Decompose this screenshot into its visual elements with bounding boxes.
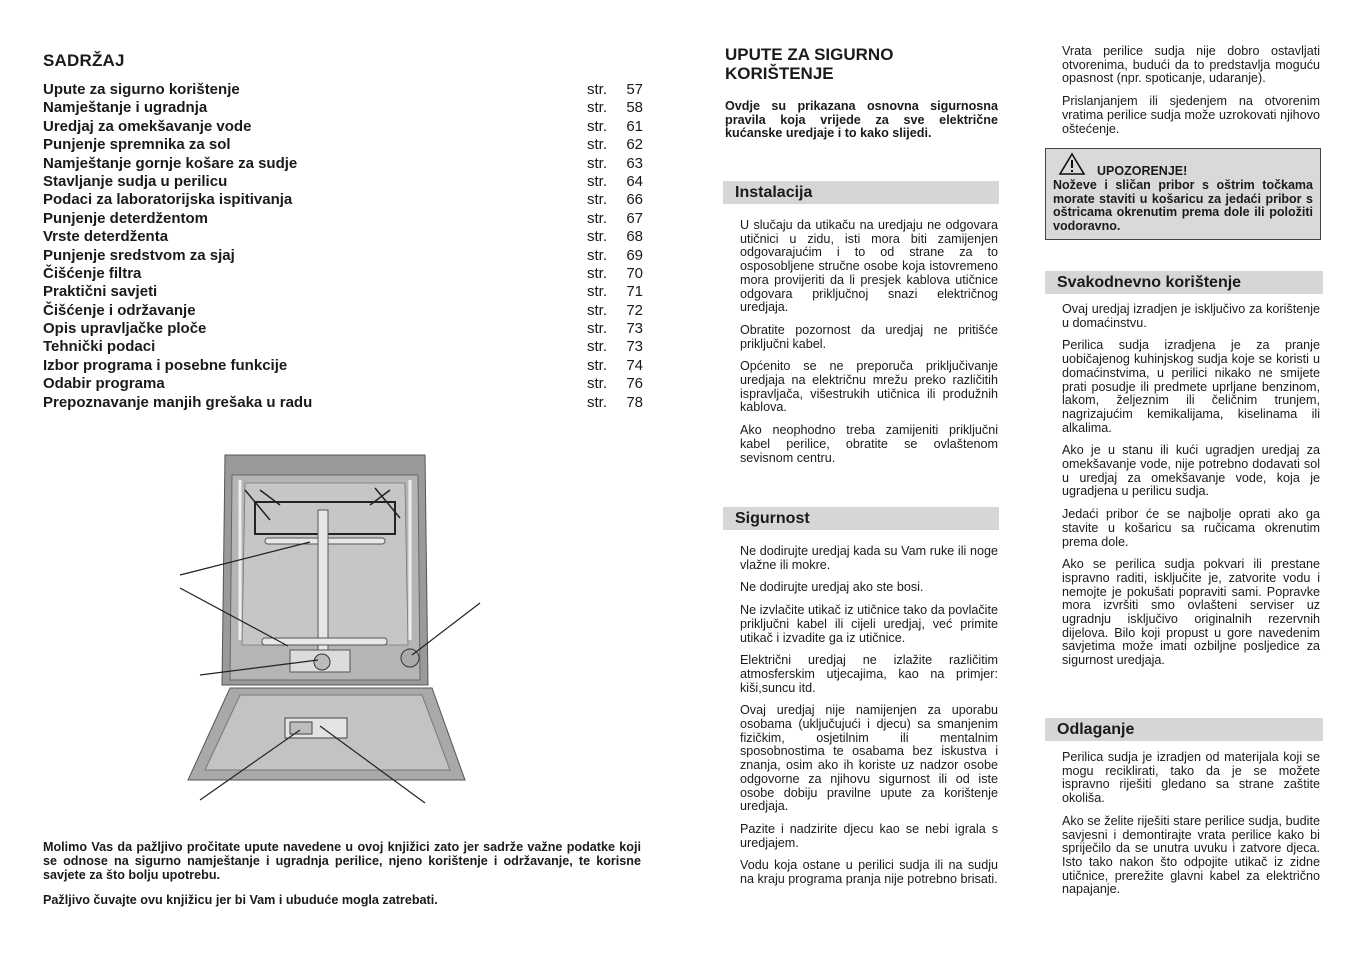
toc-item-str: str. — [587, 264, 608, 282]
toc-item-str: str. — [587, 172, 608, 190]
paragraph: Ako je u stanu ili kući ugradjen uredjaj za omekšavanje vode, nije potrebno dodavati sol u uredjaj za omekšavanje vode, koja je ugradjena u perilicu sudja. — [1062, 443, 1320, 499]
toc-item-str: str. — [587, 246, 608, 264]
toc-heading: SADRŽAJ — [43, 51, 125, 70]
toc-item-page: 70 — [626, 264, 643, 282]
dishwasher-illustration — [170, 450, 490, 810]
toc-item-str: str. — [587, 301, 608, 319]
paragraph: Perilica sudja izradjena je za pranje uobičajenog kuhinjskog sudja koje se koristi u domaćinstvima, u perilici nikako ne smijete prati posudje ili predmete uprljane benzinom, lakom, željeznim ili čeličnim trunjem, nagrizajućim kemikalijama, kiselinama ili alkalima. — [1062, 338, 1320, 435]
toc-item-title: Punjenje sredstvom za sjaj — [43, 246, 235, 264]
toc-row — [43, 320, 643, 338]
section-instalacija — [740, 219, 998, 474]
toc-item-page: 74 — [626, 356, 643, 374]
notice-paragraph-keep: Pažljivo čuvajte ovu knjižicu jer bi Vam i ubuduće mogla zatrebati. — [43, 893, 438, 907]
section-odlaganje — [1062, 751, 1320, 906]
table-of-contents — [43, 81, 643, 412]
safety-heading-line2: KORIŠTENJE — [725, 64, 834, 83]
toc-item-title: Podaci za laboratorijska ispitivanja — [43, 191, 293, 209]
toc-row — [43, 81, 643, 99]
toc-row — [43, 265, 643, 283]
toc-row — [43, 136, 643, 154]
paragraph: Ako se želite riješiti stare perilice sudja, budite savjesni i demontirajte vrata perilice kako bi spriječilo da se unutra uvuku i zatvore djeca. Isto tako nakon što odpojite utikač iz zidne utičnice, prerežite glavni kabel za električno napajanje. — [1062, 813, 1320, 897]
section-title-sigurnost: Sigurnost — [723, 507, 999, 530]
toc-item-title: Uredjaj za omekšavanje vode — [43, 117, 252, 135]
paragraph: Općenito se ne preporuča priključivanje uredjaja na električnu mrežu preko različitih ispravljača, višestrukih utičnica ili produžnih kablova. — [740, 359, 998, 415]
section-title-instalacija: Instalacija — [723, 181, 999, 204]
safety-heading-line1: UPUTE ZA SIGURNO — [725, 45, 894, 64]
toc-row — [43, 338, 643, 356]
toc-item-title: Čišćenje filtra — [43, 264, 142, 282]
toc-item-page: 69 — [626, 246, 643, 264]
toc-item-str: str. — [587, 191, 608, 209]
toc-item-page: 64 — [626, 172, 643, 190]
warning-title: UPOZORENJE! — [1097, 164, 1188, 178]
toc-row — [43, 173, 643, 191]
notice-block — [43, 840, 641, 907]
toc-row — [43, 394, 643, 412]
toc-row — [43, 247, 643, 265]
toc-item-page: 63 — [626, 154, 643, 172]
toc-item-str: str. — [587, 228, 608, 246]
section-title-svakodnevno: Svakodnevno korištenje — [1045, 271, 1323, 294]
toc-item-page: 76 — [626, 375, 643, 393]
toc-row — [43, 191, 643, 209]
toc-row — [43, 228, 643, 246]
toc-item-page: 71 — [626, 283, 643, 301]
paragraph: Vrata perilice sudja nije dobro ostavljati otvorenima, budući da to predstavlja moguću opasnost (npr. spoticanje, udaranje). — [1062, 44, 1320, 86]
toc-item-page: 73 — [626, 320, 643, 338]
paragraph: Vodu koja ostane u perilici sudja ili na sudju na kraju programa pranja nije potrebno brisati. — [740, 858, 998, 887]
toc-item-str: str. — [587, 338, 608, 356]
toc-item-title: Upute za sigurno korištenje — [43, 81, 240, 98]
toc-item-page: 58 — [626, 99, 643, 117]
toc-item-title: Prepoznavanje manjih grešaka u radu — [43, 393, 313, 411]
warning-box — [1045, 148, 1321, 240]
toc-item-str: str. — [587, 283, 608, 301]
safety-intro: Ovdje su prikazana osnovna sigurnosna pravila koja vrijede za sve električne kućanske uredjaje i to kako slijedi. — [725, 99, 998, 140]
toc-item-title: Praktični savjeti — [43, 283, 158, 301]
toc-row — [43, 302, 643, 320]
toc-item-title: Namještanje i ugradnja — [43, 99, 208, 117]
toc-item-title: Odabir programa — [43, 375, 165, 393]
toc-item-str: str. — [587, 117, 608, 135]
warning-text: Noževe i sličan pribor s oštrim točkama morate staviti u košaricu za jedaći pribor s oštricama okrenutim prema dole ili položiti vodoravno. — [1053, 178, 1313, 233]
toc-row — [43, 283, 643, 301]
toc-row — [43, 210, 643, 228]
paragraph: Ne izvlačite utikač iz utičnice tako da povlačite priključni kabel ili cijeli uredjaj, već primite utikač i izvadite ga iz utičnice. — [740, 603, 998, 645]
toc-row — [43, 99, 643, 117]
toc-item-page: 67 — [626, 209, 643, 227]
paragraph: Ne dodirujte uredjaj kada su Vam ruke ili noge vlažne ili mokre. — [740, 544, 998, 572]
toc-item-page: 78 — [626, 393, 643, 411]
paragraph: Obratite pozornost da uredjaj ne pritišće priključni kabel. — [740, 322, 998, 351]
section-title-odlaganje: Odlaganje — [1045, 718, 1323, 741]
toc-item-str: str. — [587, 81, 608, 98]
toc-row — [43, 375, 643, 393]
toc-item-page: 73 — [626, 338, 643, 356]
warning-triangle-icon — [1058, 152, 1086, 176]
toc-item-page: 61 — [626, 117, 643, 135]
toc-item-str: str. — [587, 393, 608, 411]
section-door — [1062, 45, 1320, 145]
toc-item-title: Tehnički podaci — [43, 338, 156, 356]
toc-item-str: str. — [587, 209, 608, 227]
toc-row — [43, 357, 643, 375]
paragraph: Ne dodirujte uredjaj ako ste bosi. — [740, 580, 924, 595]
toc-item-page: 72 — [626, 301, 643, 319]
toc-item-title: Namještanje gornje košare za sudje — [43, 154, 298, 172]
toc-item-str: str. — [587, 320, 608, 338]
safety-heading — [725, 45, 893, 83]
toc-item-str: str. — [587, 154, 608, 172]
paragraph: Jedaći pribor će se najbolje oprati ako ga stavite u košaricu sa ručicama okrenutim prema dole. — [1062, 507, 1320, 549]
paragraph: Prislanjanjem ili sjedenjem na otvorenim vratima perilice sudja može uzrokovati njihovo oštećenje. — [1062, 94, 1320, 136]
toc-item-title: Izbor programa i posebne funkcije — [43, 356, 288, 374]
section-sigurnost — [740, 545, 998, 896]
toc-item-title: Vrste deterdženta — [43, 228, 169, 246]
paragraph: Električni uredjaj ne izlažite različitim atmosferskim utjecajima, kao na primjer: kiši,suncu itd. — [740, 653, 998, 695]
paragraph: Pazite i nadzirite djecu kao se nebi igrala s uredjajem. — [740, 821, 998, 850]
toc-row — [43, 118, 643, 136]
toc-item-page: 66 — [626, 191, 643, 209]
paragraph: Ovaj uredjaj izradjen je isključivo za korištenje u domaćinstvu. — [1062, 302, 1320, 330]
toc-item-page: 68 — [626, 228, 643, 246]
toc-item-str: str. — [587, 356, 608, 374]
toc-item-page: 62 — [626, 136, 643, 154]
toc-item-str: str. — [587, 99, 608, 117]
paragraph: Ovaj uredjaj nije namijenjen za uporabu osobama (uključujući i djecu) sa smanjenim fizičkim, osjetilnim ili mentalnim sposobnostima te osabama bez iskustva i znanja, osim ako ih koriste uz nadzor osobe odgovorne za njihovu sigurnost ili od iste osobe dobiju pravilne upute za korištenje uredjaja. — [740, 703, 998, 814]
paragraph: Ako se perilica sudja pokvari ili prestane ispravno raditi, isključite je, zatvorite vodu i nemojte je pokušati popraviti sami. Popravke mora izvršiti smo ovlašteni serviser uz ugradnju isključivo originalnih rezervnih dijelova. Bilo koji propust u gore navedenim savjetima može imati ozbiljne posljedice za sigurnost uredjaja. — [1062, 557, 1320, 668]
toc-item-title: Čišćenje i održavanje — [43, 301, 196, 319]
toc-item-title: Opis upravljačke ploče — [43, 320, 207, 338]
toc-item-title: Punjenje deterdžentom — [43, 209, 209, 227]
toc-item-page: 57 — [626, 81, 643, 98]
toc-item-str: str. — [587, 136, 608, 154]
toc-item-title: Stavljanje sudja u perilicu — [43, 172, 228, 190]
notice-paragraph: Molimo Vas da pažljivo pročitate upute navedene u ovoj knjižici zato jer sadrže važne podatke koji se odnose na sigurno namještanje i ugradnja perilice, njeno korištenje i održavanje, te korisne savjete za što bolju upotrebu. — [43, 840, 641, 882]
toc-item-str: str. — [587, 375, 608, 393]
paragraph: U slučaju da utikaču na uredjaju ne odgovara utičnici u zidu, isti mora biti zamijenjen odgovarajućim i to od strane za to osposobljene stručne osobe koja istovremeno mora provijeriti da li presjek kablova utičnice odgovara priključnoj snazi električnog uredjaja. — [740, 218, 998, 315]
section-svakodnevno — [1062, 303, 1320, 677]
toc-row — [43, 155, 643, 173]
paragraph: Ako neophodno treba zamijeniti priključni kabel perilice, obratite se ovlaštenom sevisnom centru. — [740, 423, 998, 465]
paragraph: Perilica sudja je izradjen od materijala koji se mogu reciklirati, tako da je se možete ispravno riješiti gledano sa strane zaštite okoliša. — [1062, 750, 1320, 806]
toc-item-title: Punjenje spremnika za sol — [43, 136, 231, 154]
